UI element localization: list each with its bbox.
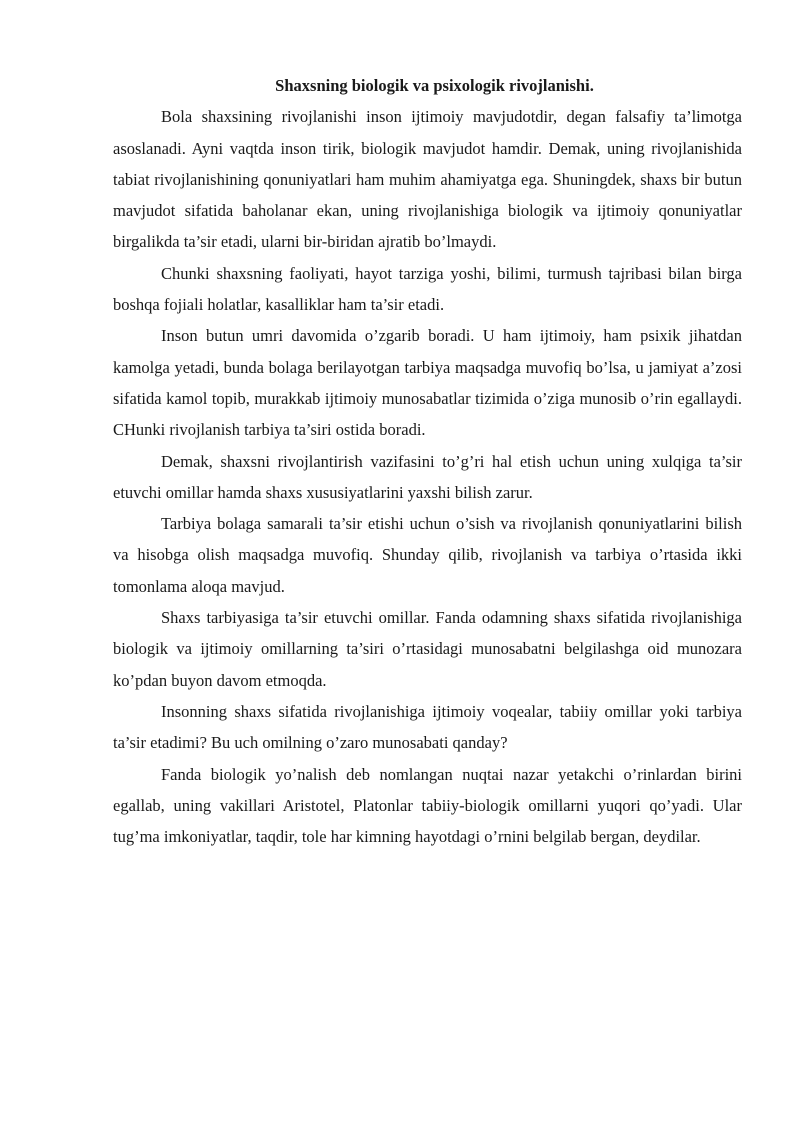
paragraph-8: Fanda biologik yo’nalish deb nomlangan nuqtai nazar yetakchi o’rinlardan birini egallab, uning vakillari Aristotel, Platonlar tabiiy-biologik omillarni yuqori qo’yadi. Ular tug’ma imkoniyatlar, taqdir, tole har kimning hayotdagi o’rnini belgilab bergan, deydilar. xyxy=(113,764,742,847)
paragraph-3: Inson butun umri davomida o’zgarib boradi. U ham ijtimoiy, ham psixik jihatdan kamolga yetadi, bunda bolaga berilayotgan tarbiya maqsadga muvofiq bo’lsa, u jamiyat a’zosi sifatida kamol topib, murakkab ijtimoiy munosabatlar tizimida o’ziga munosib o’rin egallaydi. CHunki rivojlanish tarbiya ta’siri ostida boradi. xyxy=(113,326,742,440)
document-title: Shaxsning biologik va psixologik rivojlanishi. xyxy=(275,76,594,95)
paragraph-4: Demak, shaxsni rivojlantirish vazifasini to’g’ri hal etish uchun uning xulqiga ta’sir etuvchi omillar hamda shaxs xususiyatlarini yaxshi bilish zarur. xyxy=(113,451,742,502)
paragraph-5: Tarbiya bolaga samarali ta’sir etishi uchun o’sish va rivojlanish qonuniyatlarini bilish va hisobga olish maqsadga muvofiq. Shunday qilib, rivojlanish va tarbiya o’rtasida ikki tomonlama aloqa mavjud. xyxy=(113,514,742,596)
paragraph-2: Chunki shaxsning faoliyati, hayot tarziga yoshi, bilimi, turmush tajribasi bilan birga boshqa fojiali holatlar, kasalliklar ham ta’sir etadi. xyxy=(113,263,742,315)
document-page xyxy=(113,70,742,852)
paragraph-6: Shaxs tarbiyasiga ta’sir etuvchi omillar. Fanda odamning shaxs sifatida rivojlanishiga biologik va ijtimoiy omillarning ta’siri o’rtasidagi munosabatni belgilashga oid munozara ko’pdan buyon davom etmoqda. xyxy=(113,608,742,690)
paragraph-7: Insonning shaxs sifatida rivojlanishiga ijtimoiy voqealar, tabiiy omillar yoki tarbiya ta’sir etadimi? Bu uch omilning o’zaro munosabati qanday? xyxy=(113,701,742,753)
paragraph-1: Bola shaxsining rivojlanishi inson ijtimoiy mavjudotdir, degan falsafiy ta’limotga asoslanadi. Ayni vaqtda inson tirik, biologik mavjudot hamdir. Demak, uning rivojlanishida tabiat rivojlanishining qonuniyatlari ham muhim ahamiyatga ega. Shuningdek, shaxs bir butun mavjudot sifatida baholanar ekan, uning rivojlanishiga biologik va ijtimoiy qonuniyatlar birgalikda ta’sir etadi, ularni bir-biridan ajratib bo’lmaydi. xyxy=(113,107,742,252)
